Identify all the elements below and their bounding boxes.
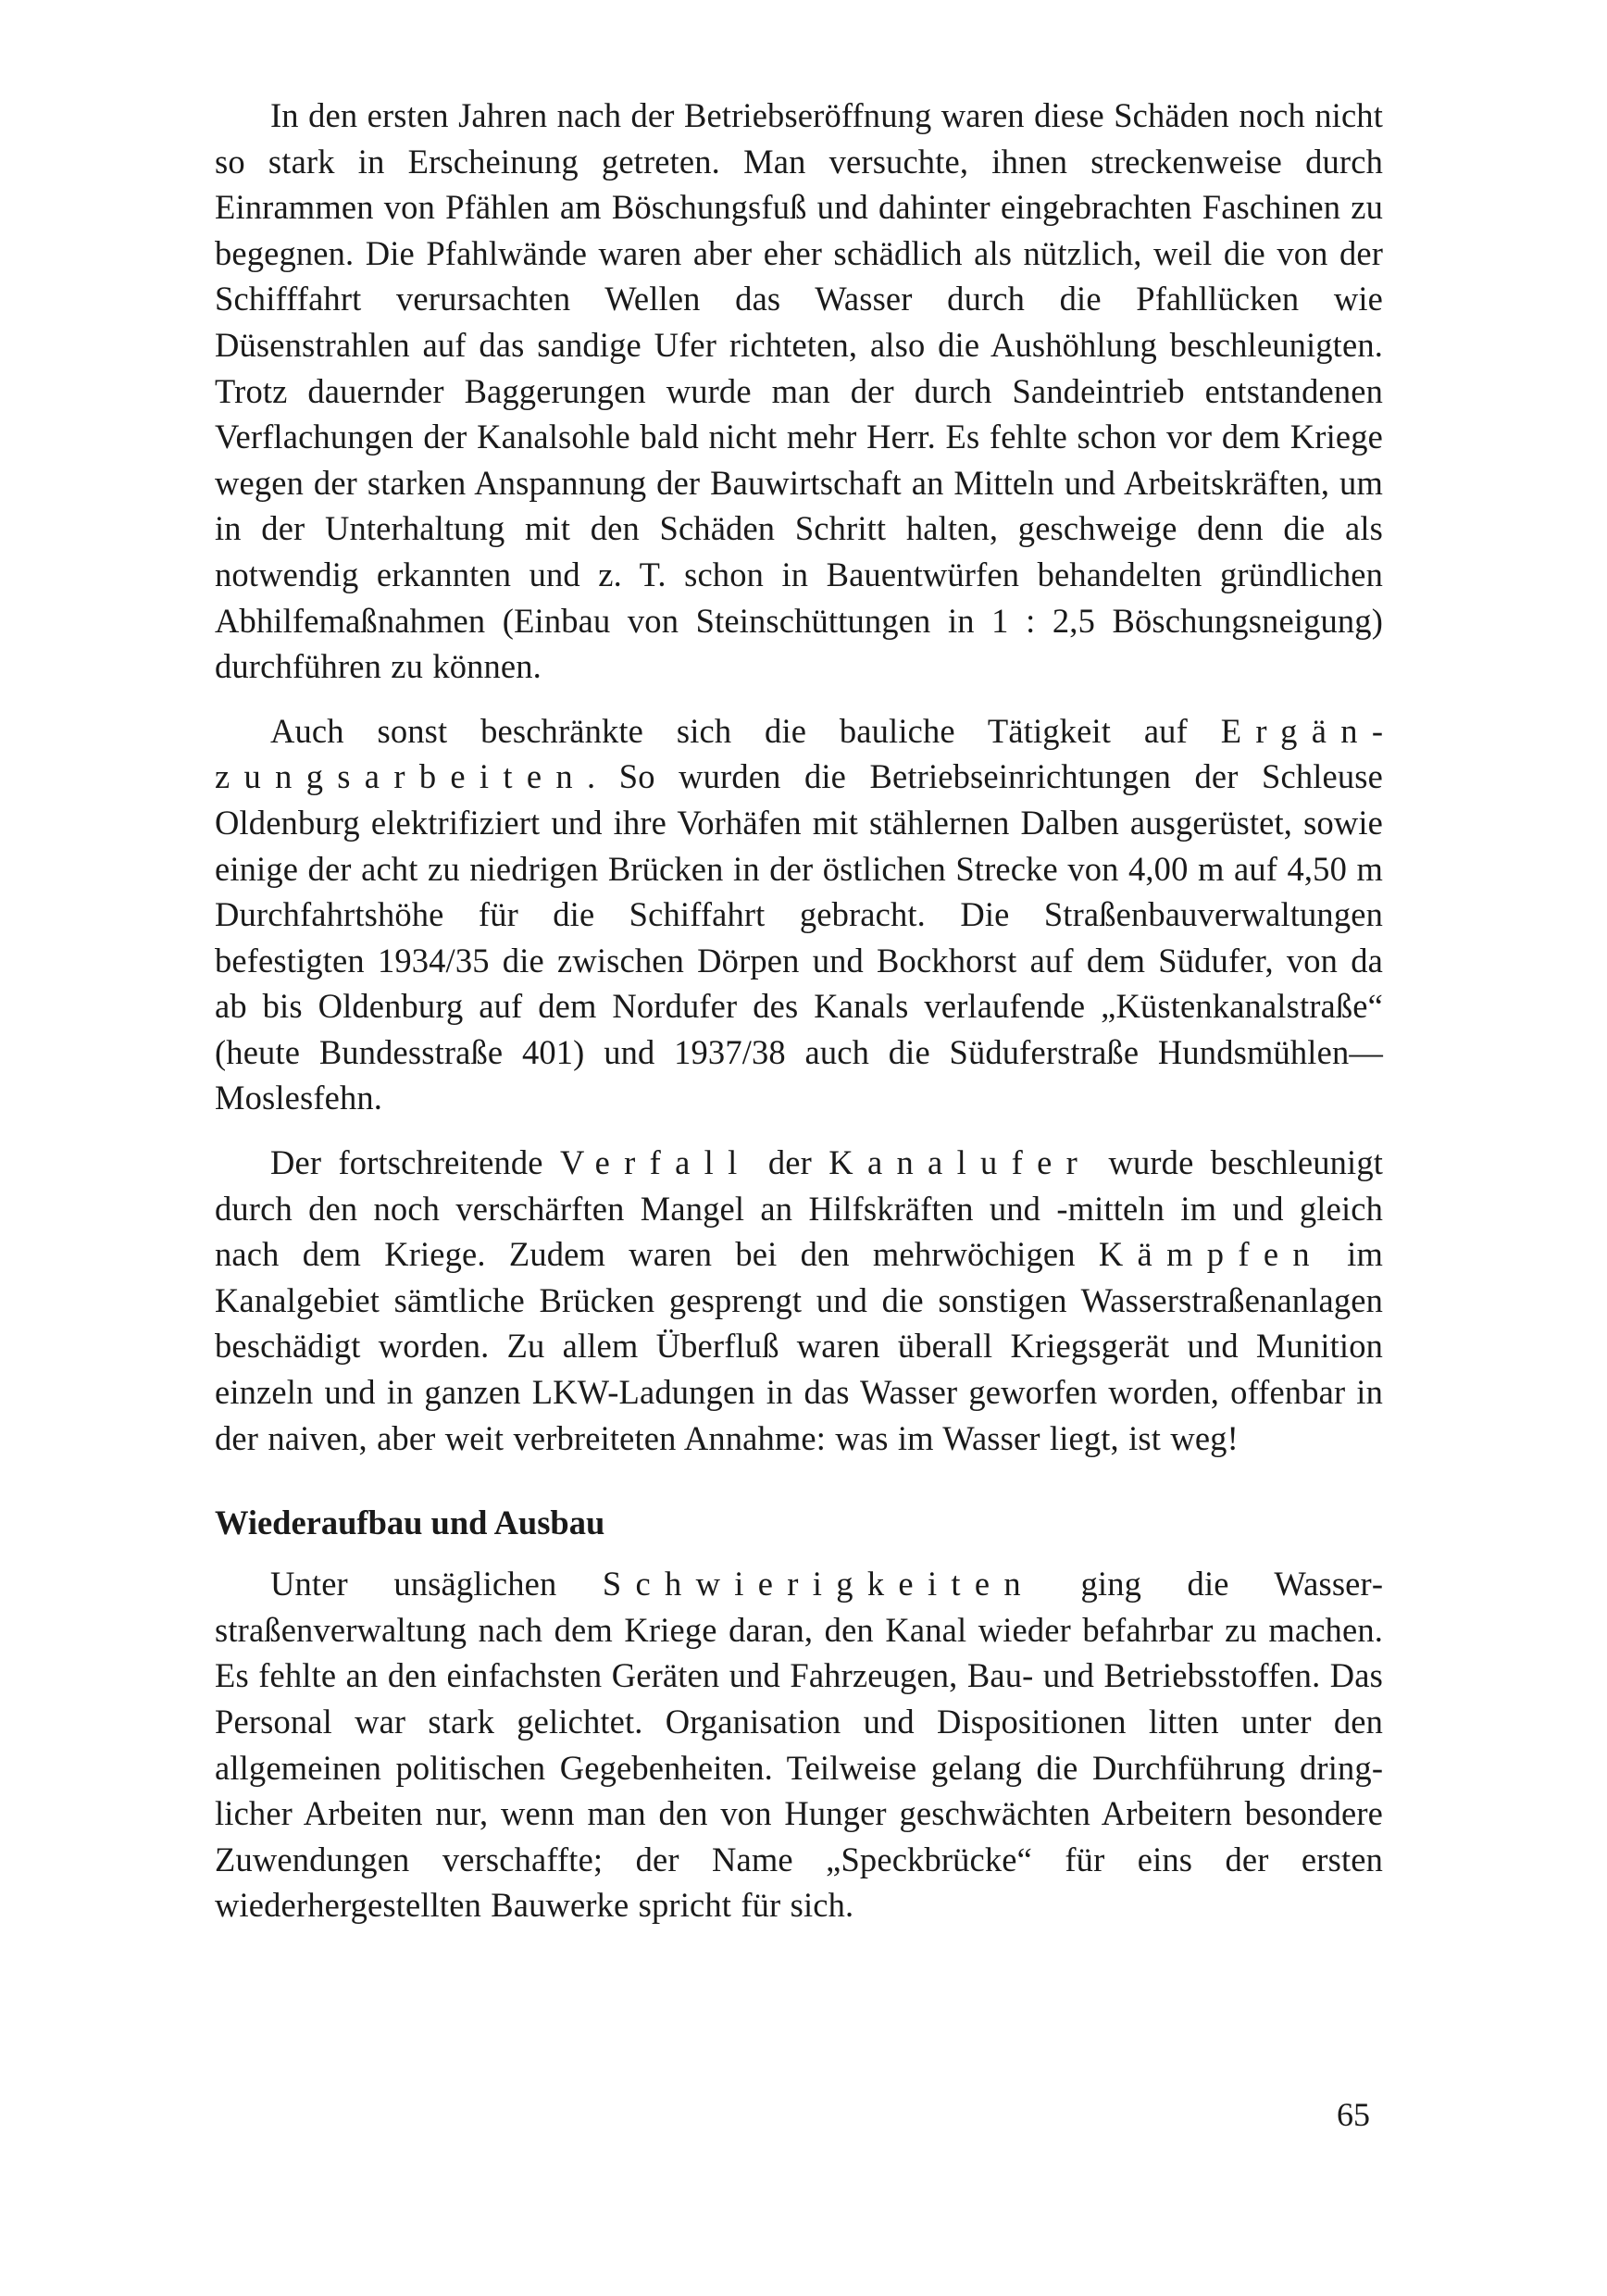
emphasized-term: Ergänzungsarbeiten xyxy=(215,711,1383,796)
book-page xyxy=(215,93,1383,1928)
emphasized-term: Verfall xyxy=(559,1143,752,1182)
text-run: . So wurden die Betriebseinrichtungen der Schleuse Oldenburg elektrifiziert und ihre Vorhäfen mit stählernen Dalben ausgerüstet, sowie einige der acht zu niedrigen Brücken in der östlichen Strecke von 4,00 m auf 4,50 m Durchfahrtshöhe für die Schiffahrt gebracht. Die Straßenbauverwaltungen befestigten 1934/35 die zwischen Dörpen und Bockhorst auf dem Südufer, von da ab bis Oldenburg auf dem Nordufer des Kanals verlaufende „Küstenkanalstraße“ (heute Bundesstraße 401) und 1937/38 auch die Süduferstraße Hundsmühlen—Moslesfehn. xyxy=(215,757,1383,1117)
text-run: In den ersten Jahren nach der Betriebseröffnung waren diese Schäden noch nicht so stark in Erscheinung getreten. Man versuchte, ihnen streckenweise durch Einrammen von Pfählen am Böschungsfuß und dahinter eingebrachten Faschinen zu begegnen. Die Pfahlwände waren aber eher schädlich als nützlich, weil die von der Schifffahrt verursachten Wellen das Wasser durch die Pfahllücken wie Düsenstrahlen auf das sandige Ufer richteten, also die Aushöhlung beschleunigten. Trotz dauernder Baggerungen wurde man der durch Sandeintrieb entstandenen Verflachungen der Kanalsohle bald nicht mehr Herr. Es fehlte schon vor dem Kriege wegen der starken Anspannung der Bauwirtschaft an Mitteln und Arbeitskräften, um in der Unterhaltung mit den Schäden Schritt halten, geschweige denn die als notwendig erkannten und z. T. schon in Bauentwürfen behandelten gründlichen Abhilfemaßnahmen (Einbau von Steinschüttungen in 1 : 2,5 Böschungsneigung) durchführen zu können. xyxy=(215,96,1383,686)
page-number: 65 xyxy=(1337,2096,1370,2133)
emphasized-term: Kämpfen xyxy=(1098,1235,1324,1274)
emphasized-term: Schwierigkeiten xyxy=(602,1565,1036,1603)
text-run: der xyxy=(751,1143,829,1182)
paragraph-2 xyxy=(215,708,1383,1121)
body-text-after xyxy=(215,1561,1383,1928)
section-heading: Wiederaufbau und Ausbau xyxy=(215,1504,605,1542)
text-run: im Kanalgebiet sämtliche Brücken gesprengt und die sonstigen Wasserstraßenanlagen beschädigt worden. Zu allem Überfluß waren überall Kriegsgerät und Munition einzeln und in ganzen LKW-Ladungen in das Wasser geworfen worden, offenbar in der naiven, aber weit verbreiteten Annahme: was im Wasser liegt, ist weg! xyxy=(215,1235,1384,1457)
text-run: Der fortschreitende xyxy=(270,1143,560,1182)
body-text-before xyxy=(215,93,1383,1461)
text-run: ging die Wasserstraßenverwaltung nach dem Kriege daran, den Kanal wieder befahrbar zu machen. Es fehlte an den einfachsten Geräten und Fahrzeugen, Bau- und Betriebsstoffen. Das Personal war stark gelichtet. Organisation und Dispositionen litten unter den allgemeinen politischen Gegebenheiten. Teilweise gelang die Durchführung dringlicher Arbeiten nur, wenn man den von Hunger geschwächten Arbeitern besondere Zuwendungen verschaffte; der Name „Speckbrücke“ für eins der ersten wiederhergestellten Bauwerke spricht für sich. xyxy=(215,1565,1383,1925)
paragraph-3 xyxy=(215,1140,1383,1461)
text-run: Unter unsäglichen xyxy=(270,1565,603,1603)
text-run: wurde beschleunigt durch den noch verschärften Mangel an Hilfskräften und -mitteln im und gleich nach dem Kriege. Zudem waren bei den mehrwöchigen xyxy=(215,1143,1384,1274)
emphasized-term: Kanalufer xyxy=(828,1143,1092,1182)
paragraph-1 xyxy=(215,93,1383,690)
paragraph-4 xyxy=(215,1561,1383,1928)
text-run: Auch sonst beschränkte sich die bauliche Tätigkeit auf xyxy=(270,711,1221,750)
